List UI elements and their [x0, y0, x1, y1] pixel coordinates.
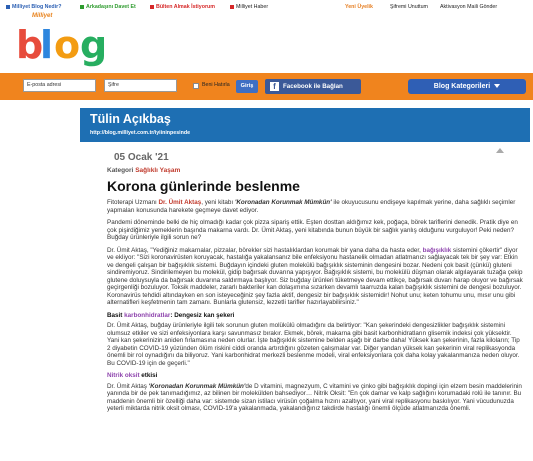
- password-input[interactable]: Şifre: [104, 79, 177, 92]
- category-prefix: Kategori: [107, 167, 134, 174]
- remember-checkbox[interactable]: [193, 83, 199, 89]
- invite-icon: [80, 5, 84, 9]
- scroll-up-icon[interactable]: [496, 148, 504, 153]
- top-link-sifremi-unuttum[interactable]: Şifremi Unuttum: [390, 4, 428, 10]
- paragraph-4: Dr. Ümit Aktaş, buğday ürünleriyle ilgili tek sorunun gluten molükülü olmadığını da belirtiyor: "Kan şekerindeki dengesizlikler bağışıklık sistemini olumsuz etkiler ve sizi enfeksiyonlara karşı savunmasız bırakır. Ekmek, börek, makarna gibi basit karbonhidratların glisemik indeksi çok yüksektir. Yani kan şekerinizin aniden fırlamasına neden olurlar. İşte bağışıklık sistemine belden aşağı bir darbe daha! Yüksek kan şekerinin, fazla kiloların; Tip 2 diyabetin COVID-19 yüzünden ölüm riskini ciddi oranda artırdığını gözeten çalışmalar var. Diğer yandan yüksek kan şekerinin viral replikasyonda önemli bir rol oynadığını da biliyoruz. Yani karbonhidrat merkezli beslenme modeli, viral enfeksiyonlara çok daha kolay yakalanmanıza neden oluyor. Bu COVID-19 için de geçerli.": [107, 322, 520, 367]
- paragraph-3: Dr. Ümit Aktaş, "Yediğiniz makarnalar, pizzalar, börekler sizi hastalıklardan korumak bir yana daha da hasta eder, bağışıklık sistemini çökertir" diyor ve ekliyor: "Sizi koronavirüsten koruyacak, hastalığa yakalansanız bile enfeksiyonu hastanelik olmadan atlatmanızı sağlayacak tek bir şey var: Etkin ve dengeli çalışan bir bağışıklık sistemi. Buğdayın içindeki gluten molekülü bağışıklık sisteminin dengesini bozar. Nedeni çok basit (çünkü) gluteni sindiremiyoruz. Sindirilemeyen bu molekül, gidip bağırsak duvarına yapışıyor. Bağışıklık sistemi, bu molekülü düşman olarak algılayarak tuzağa çekip glutene doluysuyla da bağırsak duvarına saldırmaya başlıyor. Siz buğday ürünleri tüketmeye devam ettikçe, bağırsak duvarı harap oluyor ve bağırsak geçirgenliği bozuluyor. Toksik maddeler, zararlı bakteriler kan dolaşımına sızarken devamlı taarruzda kalan bağışıklık sistemini de dengesi bozuluyor. Koronavirüs tehdidi altındayken en son isteyeceğiniz şey fazla aktif, dengesiz bir bağışıklık sistemidir! Nohut unu; keten tohumu unu, mısır unu gibi alternatifleri keşfetmenin tam zamanı. Bunlarla glutensiz, lezzetli tarifler hazırlayabilirsiniz.": [107, 246, 523, 306]
- bulletin-icon: [150, 5, 154, 9]
- paragraph-2: Pandemi döneminde belki de hiç olmadığı kadar çok pizza sipariş ettik. Eşten dosttan aldığımız kek, poğaça, börek tariflerini denedik. Pratik diye en çok pişirdiğimiz yemeklerin başında makarna vardı. Dr. Ümit Aktaş, yeni kitabında bunun büyük bir sağlık yanlış olduğunu vurguluyor! Peki neden? Buğday ürünleriyle ilgili sorun ne?: [107, 219, 518, 241]
- logo-letter-g: g: [80, 23, 108, 67]
- login-band: [0, 73, 533, 100]
- facebook-icon: f: [270, 82, 279, 91]
- facebook-connect-button[interactable]: [265, 79, 361, 94]
- blog-categories-button[interactable]: [408, 79, 526, 94]
- author-link[interactable]: Dr. Ümit Aktaş: [158, 199, 202, 206]
- post-date: 05 Ocak '21: [114, 152, 169, 163]
- top-link-blog-nedir[interactable]: Milliyet Blog Nedir?: [6, 0, 61, 14]
- paragraph-1: Fitoterapi Uzmanı Dr. Ümit Aktaş, yeni kitabı 'Koronadan Korunmak Mümkün' ile okuyucusunu endişeye kapılmak yerine, daha sağlıklı seçimler yapmaları konusunda harekete geçmeye davet ediyor.: [107, 199, 516, 214]
- milliyet-haber-icon: [230, 5, 234, 9]
- karbonhidrat-link[interactable]: karbonhidratlar: [124, 311, 171, 319]
- post-content: [80, 142, 530, 461]
- remember-label: Beni Hatırla: [202, 82, 230, 88]
- login-button[interactable]: Giriş: [236, 80, 258, 93]
- paragraph-5: Dr. Ümit Aktaş 'Koronadan Korunmak Mümkün'de D vitamini, magnezyum, C vitamini ve çinko gibi bağışıklık dopingi için elzem besin maddelerinin yanında bir de pek tanımadığımız, az bilinen bir molekülden bahsediyor… Nitrik Oksit: "En çok damar ve kalp sağlığını korumadaki rolü ile tanınır. Bu maddenin önemli bir özelliği daha var: sistemde sizan istilacı virüsün çoğalma hızını azaltıyor, yani viral replikasyonu baskılıyor. Yani vücudunuzda yeterli miktarda nitrik oksit olması, COVID-19'a yakalanmada, yakalandığınız takdirde hastalığı önemli ölçüde atlatmanızda önemli.: [107, 382, 522, 412]
- top-link-bulten[interactable]: Bülten Almak İstiyorum: [150, 0, 215, 14]
- logo-letter-o: o: [54, 23, 81, 67]
- category-link[interactable]: Sağlıklı Yaşam: [135, 167, 181, 174]
- facebook-button-label: Facebook ile Bağlan: [283, 83, 343, 90]
- milliyet-blog-logo[interactable]: [12, 14, 122, 70]
- post-body: [107, 199, 525, 418]
- bagisiklik-link[interactable]: bağışıklık: [422, 246, 452, 254]
- post-category-line: [107, 167, 180, 174]
- subheading-karbonhidrat: Basit karbonhidratlar: Dengesiz kan şekeri: [107, 311, 235, 319]
- logo-milliyet-text: Milliyet: [32, 13, 53, 19]
- categories-label: Blog Kategorileri: [433, 83, 491, 90]
- blog-url[interactable]: http://blog.milliyet.com.tr/iyiininpesinde: [90, 130, 191, 136]
- top-link-davet[interactable]: Arkadaşını Davet Et: [80, 0, 136, 14]
- blog-header: [80, 108, 530, 142]
- chevron-down-icon: [494, 84, 500, 88]
- logo-letter-b: b: [16, 23, 44, 67]
- blog-nedir-icon: [6, 5, 10, 9]
- post-headline: Korona günlerinde beslenme: [107, 178, 300, 194]
- top-link-yeni-uyelik[interactable]: Yeni Üyelik: [345, 4, 373, 10]
- blog-title[interactable]: Tülin Açıkbaş: [90, 112, 171, 126]
- subheading-nitrik-oksit: Nitrik oksit etkisi: [107, 372, 158, 379]
- top-link-milliyet-haber[interactable]: Milliyet Haber: [230, 0, 268, 14]
- top-link-aktivasyon[interactable]: Aktivasyon Maili Gönder: [440, 4, 498, 10]
- nitrik-oksit-link[interactable]: Nitrik oksit: [107, 372, 140, 379]
- email-input[interactable]: E-posta adresi: [23, 79, 96, 92]
- top-link-bar: [0, 0, 533, 14]
- logo-letter-l: l: [40, 23, 54, 67]
